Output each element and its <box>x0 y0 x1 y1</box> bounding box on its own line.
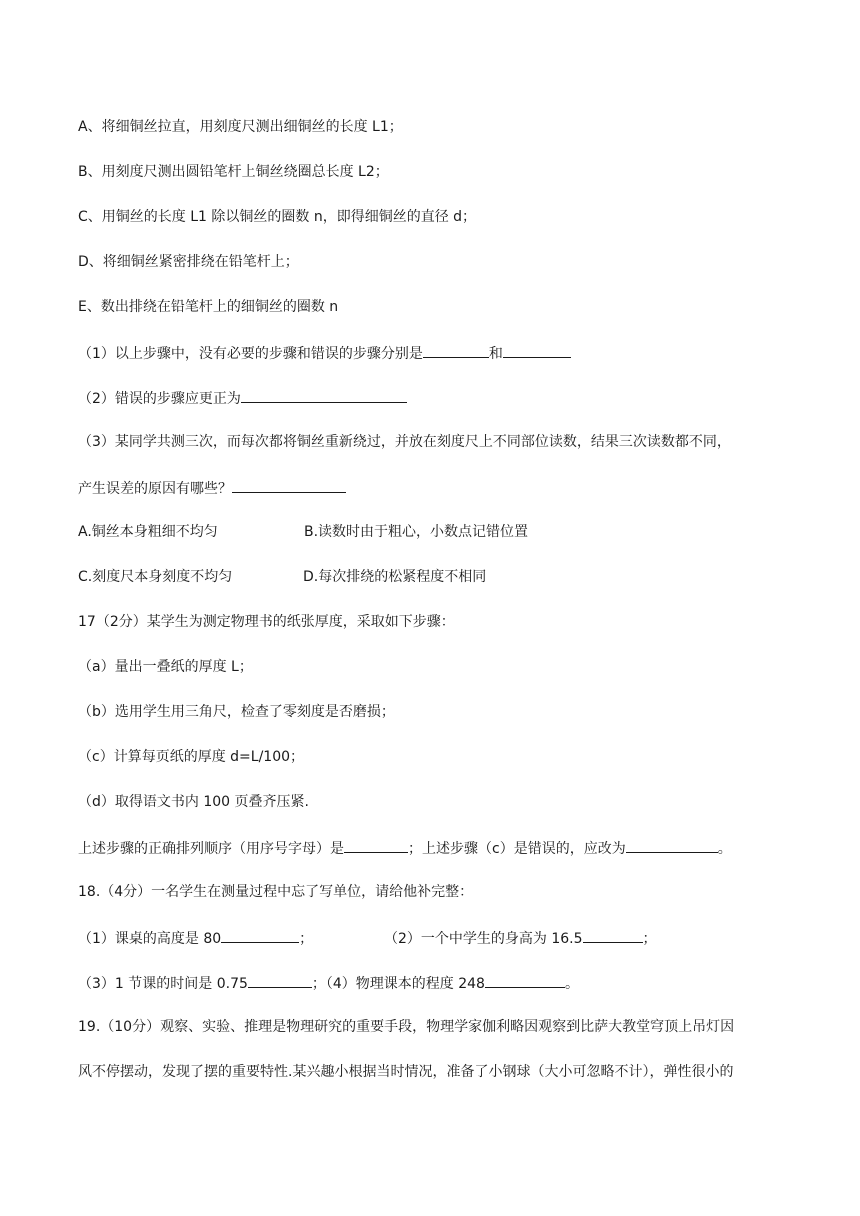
answer-blank <box>344 837 408 853</box>
step-d: D、将细铜丝紧密排绕在铅笔杆上； <box>78 254 299 270</box>
q16-option-d: D.每次排绕的松紧程度不相同 <box>303 569 487 585</box>
q16-option-b: B.读数时由于粗心，小数点记错位置 <box>304 524 529 540</box>
q16-part3-line2 <box>78 477 346 499</box>
q16-part3-line1: （3）某同学共测三次，而每次都将铜丝重新绕过，并放在刻度尺上不同部位读数，结果三次读数都不同， <box>78 434 731 450</box>
q18-part3-text: （3）1 节课的时间是 0.75 <box>78 976 248 992</box>
q16-part2 <box>78 387 407 409</box>
q18-part1-end: ； <box>299 931 314 947</box>
q16-part3-question: 产生误差的原因有哪些？ <box>78 481 232 497</box>
q16-part1 <box>78 342 571 364</box>
q18-part1 <box>78 927 313 949</box>
q18-part3-end: 。 <box>564 976 579 992</box>
answer-blank <box>485 972 565 988</box>
q17-step-a: （a）量出一叠纸的厚度 L； <box>78 659 253 675</box>
q16-part1-and: 和 <box>488 346 503 362</box>
answer-blank <box>232 477 346 493</box>
q17-summary <box>78 837 732 859</box>
q18-part2-end: ； <box>642 931 657 947</box>
q17-title: 17（2分）某学生为测定物理书的纸张厚度，采取如下步骤： <box>78 614 455 630</box>
q17-step-d: （d）取得语文书内 100 页叠齐压紧. <box>78 794 309 810</box>
step-e: E、数出排绕在铅笔杆上的细铜丝的圈数 n <box>78 299 339 315</box>
q18-title: 18.（4分）一名学生在测量过程中忘了写单位，请给他补完整： <box>78 884 474 900</box>
q18-part2-text: （2）一个中学生的身高为 16.5 <box>384 931 583 947</box>
q16-part1-text: （1）以上步骤中，没有必要的步骤和错误的步骤分别是 <box>78 346 423 362</box>
answer-blank <box>503 342 571 358</box>
q17-summary-end: 。 <box>717 841 732 857</box>
step-a: A、将细铜丝拉直，用刻度尺测出细铜丝的长度 L1； <box>78 119 403 135</box>
q16-option-c: C.刻度尺本身刻度不均匀 <box>78 569 233 585</box>
q18-part1-text: （1）课桌的高度是 80 <box>78 931 222 947</box>
q16-option-a: A.铜丝本身粗细不均匀 <box>78 524 218 540</box>
answer-blank <box>248 972 312 988</box>
step-c: C、用铜丝的长度 L1 除以铜丝的圈数 n，即得细铜丝的直径 d； <box>78 209 477 225</box>
answer-blank <box>221 927 299 943</box>
answer-blank <box>423 342 489 358</box>
answer-blank <box>626 837 718 853</box>
q18-part4-text: ；（4）物理课本的程度 248 <box>311 976 485 992</box>
q17-step-b: （b）选用学生用三角尺，检查了零刻度是否磨损； <box>78 704 395 720</box>
q17-summary-pre: 上述步骤的正确排列顺序（用序号字母）是 <box>78 841 344 857</box>
step-b: B、用刻度尺测出圆铅笔杆上铜丝绕圈总长度 L2； <box>78 164 389 180</box>
q18-part3 <box>78 972 579 994</box>
q16-part2-text: （2）错误的步骤应更正为 <box>78 391 241 407</box>
answer-blank <box>241 387 407 403</box>
q18-part2 <box>384 927 657 949</box>
q17-summary-mid: ；上述步骤（c）是错误的，应改为 <box>408 841 626 857</box>
q19-line2: 风不停摆动，发现了摆的重要特性.某兴趣小根据当时情况，准备了小钢球（大小可忽略不计），弹性很小的 <box>78 1064 734 1080</box>
q19-line1: 19.（10分）观察、实验、推理是物理研究的重要手段，物理学家伽利略因观察到比萨大教堂穹顶上吊灯因 <box>78 1019 735 1035</box>
answer-blank <box>583 927 643 943</box>
q17-step-c: （c）计算每页纸的厚度 d=L/100； <box>78 749 305 765</box>
